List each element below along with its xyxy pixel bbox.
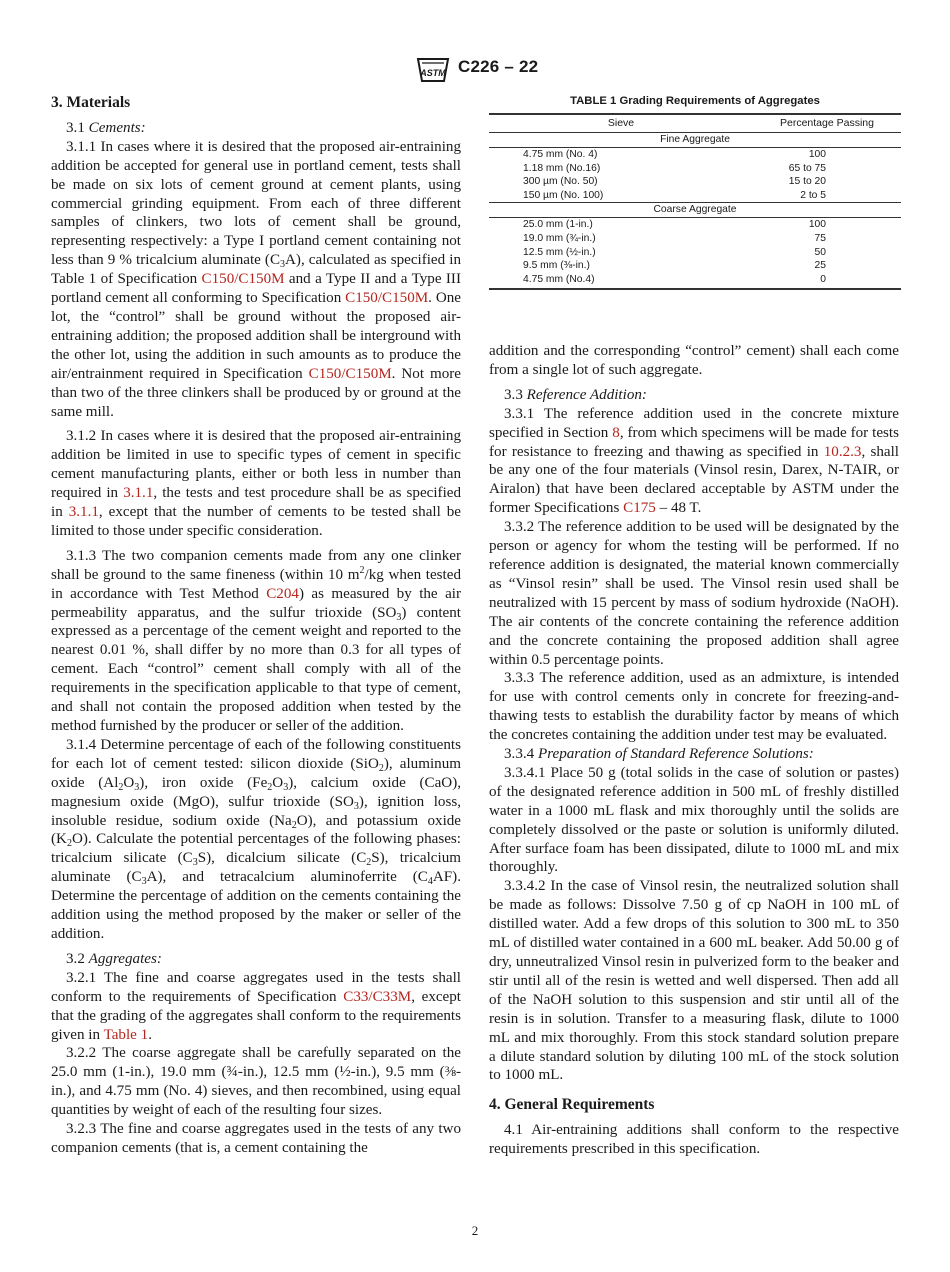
text-run: 3.1.3 The two companion cements made from any one clinker shall be ground to the same fineness (within 10 m	[51, 547, 461, 583]
astm-logo-icon	[414, 56, 452, 84]
link-c204[interactable]: C204	[266, 585, 299, 602]
text-run: S), tricalcium aluminate (C	[51, 850, 461, 886]
para-3-3-4	[489, 745, 899, 764]
subscript: 3	[283, 781, 289, 793]
sieve-cell: 4.75 mm (No. 4)	[523, 149, 598, 160]
para-3-3-num: 3.3	[504, 386, 523, 403]
para-3-2-1	[51, 969, 461, 1045]
subscript: 2	[118, 781, 124, 793]
link-c150-3[interactable]: C150/C150M	[308, 365, 392, 382]
fine-aggregate-subheader	[489, 133, 901, 148]
table-row	[489, 148, 901, 162]
para-3-3-4-1: 3.3.4.1 Place 50 g (total solids in the case of solution or pastes) of the designated reference addition in 500 mL of freshly distilled water in a 1000 mL flask and mix thoroughly until the solids are completely dissolved or the paste or solution is uniformly diluted. After surface foam has been dissipated, dilute to 1000 mL and mix thoroughly.	[489, 764, 899, 876]
text-run: . Not more than two of the three clinkers shall be produced by or ground at the same mill.	[51, 365, 461, 420]
para-3-3-1	[489, 405, 899, 518]
text-run: O). Calculate the potential percentages of the following phases: tricalcium silicate (C	[51, 831, 461, 867]
text-run: 3.1.4 Determine percentage of each of the following constituents for each lot of cement tested: silicon dioxide (SiO	[51, 736, 461, 772]
para-4-1: 4.1 Air-entraining additions shall conform to the respective requirements prescribed in this specification.	[489, 1122, 899, 1158]
link-section-8[interactable]: 8	[612, 424, 620, 441]
table-row	[489, 273, 901, 290]
text-run: 3.2.1 The fine and coarse aggregates used in the tests shall conform to the requirements of Specification	[51, 969, 461, 1005]
text-run: , shall be any one of the four materials (Vinsol resin, Darex, N-TAIR, or Airalon) that have been declared acceptable by ASTM under the former Specifications	[489, 443, 899, 517]
link-c33[interactable]: C33/C33M	[343, 988, 412, 1005]
text-run: ), iron oxide (Fe	[139, 774, 268, 791]
coarse-aggregate-label: Coarse Aggregate	[489, 203, 901, 218]
astm-logo-text: ASTM	[420, 68, 446, 78]
pct-cell: 15 to 20	[788, 176, 826, 188]
text-run: .	[148, 1026, 152, 1043]
pct-cell: 0	[753, 273, 901, 290]
para-3-1-3	[51, 547, 461, 736]
para-3-3-3: 3.3.3 The reference addition, used as an admixture, is intended for use with control cements only in concrete for freezing-and-thawing tests to establish the durability factor by means of which the concretes containing the addition under test may be evaluated.	[489, 670, 899, 744]
subscript: 2	[366, 857, 372, 869]
fine-aggregate-label: Fine Aggregate	[489, 133, 901, 148]
text-run: , the tests and test procedure shall be as specified in	[51, 485, 462, 521]
para-3-1	[51, 119, 461, 138]
subscript: 3	[134, 781, 140, 793]
para-3-2-2: 3.2.2 The coarse aggregate shall be carefully separated on the 25.0 mm (1-in.), 19.0 mm (¾-in.), 12.5 mm (½-in.), 9.5 mm (⅜-in.), and 4.75 mm (No. 4) sieves, and then recombined, using equal quantities by weight of each of the resulting four sizes.	[51, 1045, 461, 1119]
sieve-cell: 300 µm (No. 50)	[523, 176, 598, 188]
para-3-1-title: Cements:	[88, 119, 146, 136]
subscript: 3	[396, 611, 402, 623]
para-3-3-4-title: Preparation of Standard Reference Solutions:	[537, 746, 814, 763]
para-3-1-1	[51, 138, 461, 422]
link-c175[interactable]: C175	[623, 500, 656, 517]
text-run: /kg when tested in accordance with Test Method	[51, 566, 461, 602]
text-run: and a Type II and a Type III portland cement all conforming to Specification	[51, 271, 461, 307]
sieve-cell: 12.5 mm (½-in.)	[523, 246, 596, 258]
subscript: 3	[141, 876, 147, 888]
superscript: 2	[359, 564, 365, 576]
sieve-cell: 9.5 mm (⅜-in.)	[523, 260, 590, 272]
subscript: 4	[427, 876, 433, 888]
sieve-cell: 25.0 mm (1-in.)	[523, 219, 593, 231]
para-3-2	[51, 950, 461, 969]
subscript: 2	[267, 781, 273, 793]
para-3-2-3-cont: addition and the corresponding “control” cement) shall each come from a single lot of such aggregate.	[489, 343, 899, 378]
col-header-percentage: Percentage Passing	[753, 114, 901, 133]
grading-table	[489, 113, 901, 290]
document-designation: C226 – 22	[458, 57, 539, 76]
text-run: , from which specimens will be made for tests for resistance to freezing and thawing as specified in	[489, 424, 899, 460]
subscript: 2	[378, 762, 384, 774]
table-header-row	[489, 114, 901, 133]
subscript: 2	[291, 819, 297, 831]
subscript: 3	[280, 259, 286, 271]
link-table-1[interactable]: Table 1	[103, 1026, 149, 1043]
pct-cell: 100	[808, 219, 826, 231]
table-row	[489, 218, 901, 232]
text-run: ), calcium oxide (CaO), magnesium oxide (MgO), sulfur trioxide (SO	[51, 774, 461, 810]
para-3-1-2	[51, 427, 461, 540]
pct-cell: 2 to 5	[800, 189, 826, 201]
text-run: 3.1.2 In cases where it is desired that the proposed air-entraining addition be limited in use to specific types of cement in specific cement manufacturing plants, either or both less in number than required in	[51, 428, 461, 502]
table-1-title: TABLE 1 Grading Requirements of Aggregates	[570, 95, 820, 107]
text-run: O	[123, 774, 135, 791]
pct-cell: 65 to 75	[788, 162, 826, 174]
para-3-2-title: Aggregates:	[88, 950, 162, 967]
text-run: O), and potassium oxide (K	[51, 812, 462, 848]
text-run: S), dicalcium silicate (C	[197, 850, 367, 867]
text-run: 3.1.1 In cases where it is desired that the proposed air-entraining addition be accepted for general use in portland cement, tests shall be made on six lots of cement ground at cement plants, using commercial grinding equipment. From each of three different samples of clinkers, two lots of cement shall be ground, representing respectively: a Type I portland cement containing not less than 9 % tricalcium aluminate (C	[51, 138, 461, 269]
table-row	[489, 259, 901, 273]
sieve-cell: 4.75 mm (No.4)	[489, 273, 753, 290]
text-run: , except that the grading of the aggregates shall conform to the requirements given in	[51, 988, 462, 1043]
link-c150-2[interactable]: C150/C150M	[345, 290, 429, 307]
right-column	[489, 342, 899, 1159]
subscript: 2	[66, 838, 72, 850]
pct-cell: 75	[814, 232, 826, 244]
table-row	[489, 189, 901, 203]
text-run: , except that the number of cements to be tested shall be limited to those under specific consideration.	[51, 504, 462, 539]
text-run: ) content expressed as a percentage of the cement weight and reported to the nearest 0.01 %, shall differ by no more than 0.3 for all types of cement. Each “control” cement shall comply with all of the requirements in the specification applicable to that type of cement, and shall not contain the proposed addition when tested by the method furnished by the producer or seller of the addition.	[51, 604, 461, 734]
table-1	[489, 95, 901, 290]
table-row	[489, 175, 901, 189]
para-3-2-num: 3.2	[66, 950, 85, 967]
text-run: . One lot, the “control” shall be ground without the proposed air-entraining addition; the proposed addition shall be interground with the other lot, using the addition in such amounts as to produce the air/entrainment required in Specification	[51, 290, 461, 382]
para-3-1-4	[51, 736, 461, 944]
text-run: 3.3.1 The reference addition used in the concrete mixture specified in Section	[489, 405, 899, 441]
left-column	[51, 94, 461, 1158]
col-header-sieve: Sieve	[489, 114, 753, 133]
text-run: A), calculated as specified in Table 1 of Specification	[51, 252, 461, 288]
link-c150-1[interactable]: C150/C150M	[201, 271, 285, 288]
text-run: ) as measured by the air permeability apparatus, and the sulfur trioxide (SO	[51, 585, 461, 621]
sieve-cell: 150 µm (No. 100)	[523, 189, 604, 201]
sieve-cell: 1.18 mm (No.16)	[523, 162, 601, 174]
section-3-heading: 3. Materials	[51, 94, 131, 111]
text-run: A), and tetracalcium aluminoferrite (C	[146, 869, 428, 886]
section-4-heading: 4. General Requirements	[489, 1096, 655, 1114]
coarse-aggregate-subheader	[489, 203, 901, 218]
pct-cell: 100	[808, 149, 826, 160]
table-row	[489, 162, 901, 176]
text-run: O	[272, 774, 284, 791]
link-3-1-1-a[interactable]: 3.1.1	[123, 485, 154, 502]
link-3-1-1-b[interactable]: 3.1.1	[68, 504, 99, 521]
para-3-3-4-num: 3.3.4	[504, 746, 535, 763]
pct-cell: 25	[814, 260, 826, 272]
para-3-1-num: 3.1	[66, 119, 85, 136]
para-3-3-title: Reference Addition:	[526, 386, 647, 403]
para-3-2-3-start: 3.2.3 The fine and coarse aggregates used in the tests of any two companion cements (that is, a cement containing the	[51, 1121, 461, 1156]
sieve-cell: 19.0 mm (¾-in.)	[523, 232, 596, 244]
text-run: ), ignition loss, insoluble residue, sodium oxide (Na	[51, 793, 461, 829]
table-row	[489, 246, 901, 260]
text-run: ), aluminum oxide (Al	[51, 755, 461, 791]
page-number: 2	[471, 1223, 479, 1238]
para-3-3-4-2: 3.3.4.2 In the case of Vinsol resin, the neutralized solution shall be made as follows: Dissolve 7.50 g of cp NaOH in 100 mL of distilled water. Add a few drops of this solution to 300 mL to 350 mL of distilled water contained in a 600 mL beaker. Add 50.00 g of dry, unneutralized Vinsol resin in pulverized form to the beaker and stir until all of the resin is wetted and well dispersed. Then add all of the NaOH solution to this suspension and stir until all of the resin is in solution. Transfer to a measuring flask, dilute to 1000 mL and mix thoroughly. From this stock standard solution prepare a dilute standard solution by diluting 100 mL of the stock solution to 1000 mL.	[489, 878, 899, 1084]
subscript: 3	[353, 800, 359, 812]
text-run: – 48 T.	[655, 500, 702, 517]
page-header	[0, 56, 950, 86]
para-3-3-2: 3.3.2 The reference addition to be used will be designated by the person or agency for whom the testing will be performed. If no reference addition is designated, the material known commercially as “Vinsol resin” shall be used. The Vinsol resin used shall be neutralized with 15 percent by mass of sodium hydroxide (NaOH). The air contents of the concrete containing the reference addition and the concrete containing the proposed addition shall agree within 0.5 percentage points.	[489, 519, 899, 668]
link-10-2-3[interactable]: 10.2.3	[823, 443, 862, 460]
text-run: AF). Determine the percentage of addition on the cements containing the addition using the method proposed by the maker or seller of the addition.	[51, 869, 461, 942]
subscript: 3	[192, 857, 198, 869]
pct-cell: 50	[814, 246, 826, 258]
para-3-3	[489, 386, 899, 405]
table-body	[489, 133, 901, 290]
table-row	[489, 232, 901, 246]
